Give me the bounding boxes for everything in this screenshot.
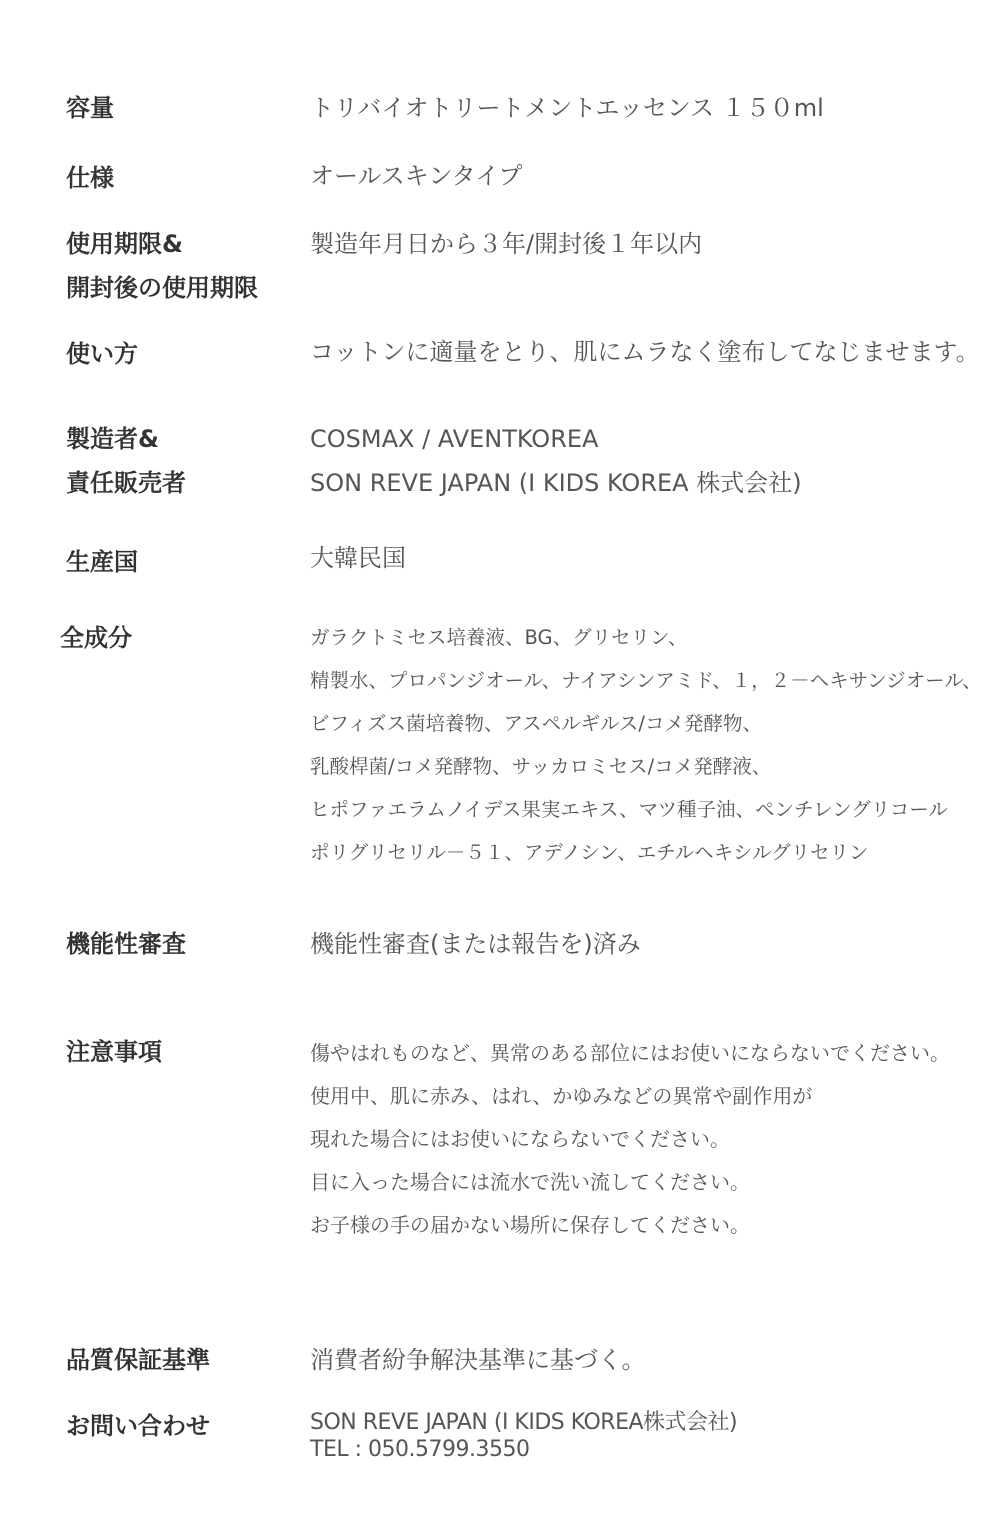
ingredients-line: ポリグリセリル－５１、アデノシン、エチルヘキシルグリセリン: [310, 841, 869, 864]
value-country: 大韓民国: [310, 544, 406, 572]
contact-company: SON REVE JAPAN (I KIDS KOREA株式会社): [310, 1410, 738, 1435]
value-functionality-review: 機能性審査(または報告を)済み: [310, 930, 641, 958]
label-spec: 仕様: [66, 164, 114, 192]
value-capacity: トリバイオトリートメントエッセンス １５０ml: [310, 94, 824, 122]
precautions-line: 傷やはれものなど、異常のある部位にはお使いにならないでください。: [310, 1041, 950, 1065]
precautions-line: 使用中、肌に赤み、はれ、かゆみなどの異常や副作用が: [310, 1084, 813, 1108]
ingredients-line: 精製水、プロパンジオール、ナイアシンアミド、１，２－ヘキサンジオール、: [310, 669, 982, 692]
precautions-line: お子様の手の届かない場所に保存してください。: [310, 1213, 750, 1237]
label-precautions: 注意事項: [66, 1038, 162, 1066]
precautions-line: 目に入った場合には流水で洗い流してください。: [310, 1170, 750, 1194]
label-contact: お問い合わせ: [66, 1412, 210, 1440]
label-capacity: 容量: [66, 94, 114, 122]
ingredients-line: ガラクトミセス培養液、BG、グリセリン、: [310, 626, 688, 649]
label-usage: 使い方: [66, 340, 138, 368]
value-contact: [310, 1409, 737, 1463]
label-manufacturer: 製造者& 責任販売者: [66, 425, 186, 497]
value-usage: コットンに適量をとり、肌にムラなく塗布してなじませます。: [310, 338, 980, 366]
label-ingredients: 全成分: [60, 624, 132, 652]
contact-phone: TEL : 050.5799.3550: [310, 1437, 530, 1462]
label-functionality-review: 機能性審査: [66, 930, 186, 958]
ingredients-line: ビフィズス菌培養物、アスペルギルス/コメ発酵物、: [310, 712, 762, 735]
label-expiry: 使用期限& 開封後の使用期限: [66, 230, 258, 302]
value-spec: オールスキンタイプ: [310, 162, 523, 190]
value-precautions: [310, 1032, 950, 1247]
label-quality-standard: 品質保証基準: [66, 1346, 210, 1374]
ingredients-line: 乳酸桿菌/コメ発酵物、サッカロミセス/コメ発酵液、: [310, 755, 772, 778]
value-ingredients: [310, 616, 982, 874]
precautions-line: 現れた場合にはお使いにならないでください。: [310, 1127, 730, 1151]
ingredients-line: ヒポファエラムノイデス果実エキス、マツ種子油、ペンチレングリコール: [310, 798, 948, 821]
label-country: 生産国: [66, 548, 138, 576]
value-manufacturer: COSMAX / AVENTKOREA SON REVE JAPAN (I KIDS KOREA 株式会社): [310, 425, 802, 497]
value-expiry: 製造年月日から３年/開封後１年以内: [310, 230, 703, 258]
value-quality-standard: 消費者紛争解決基準に基づく。: [310, 1346, 646, 1374]
